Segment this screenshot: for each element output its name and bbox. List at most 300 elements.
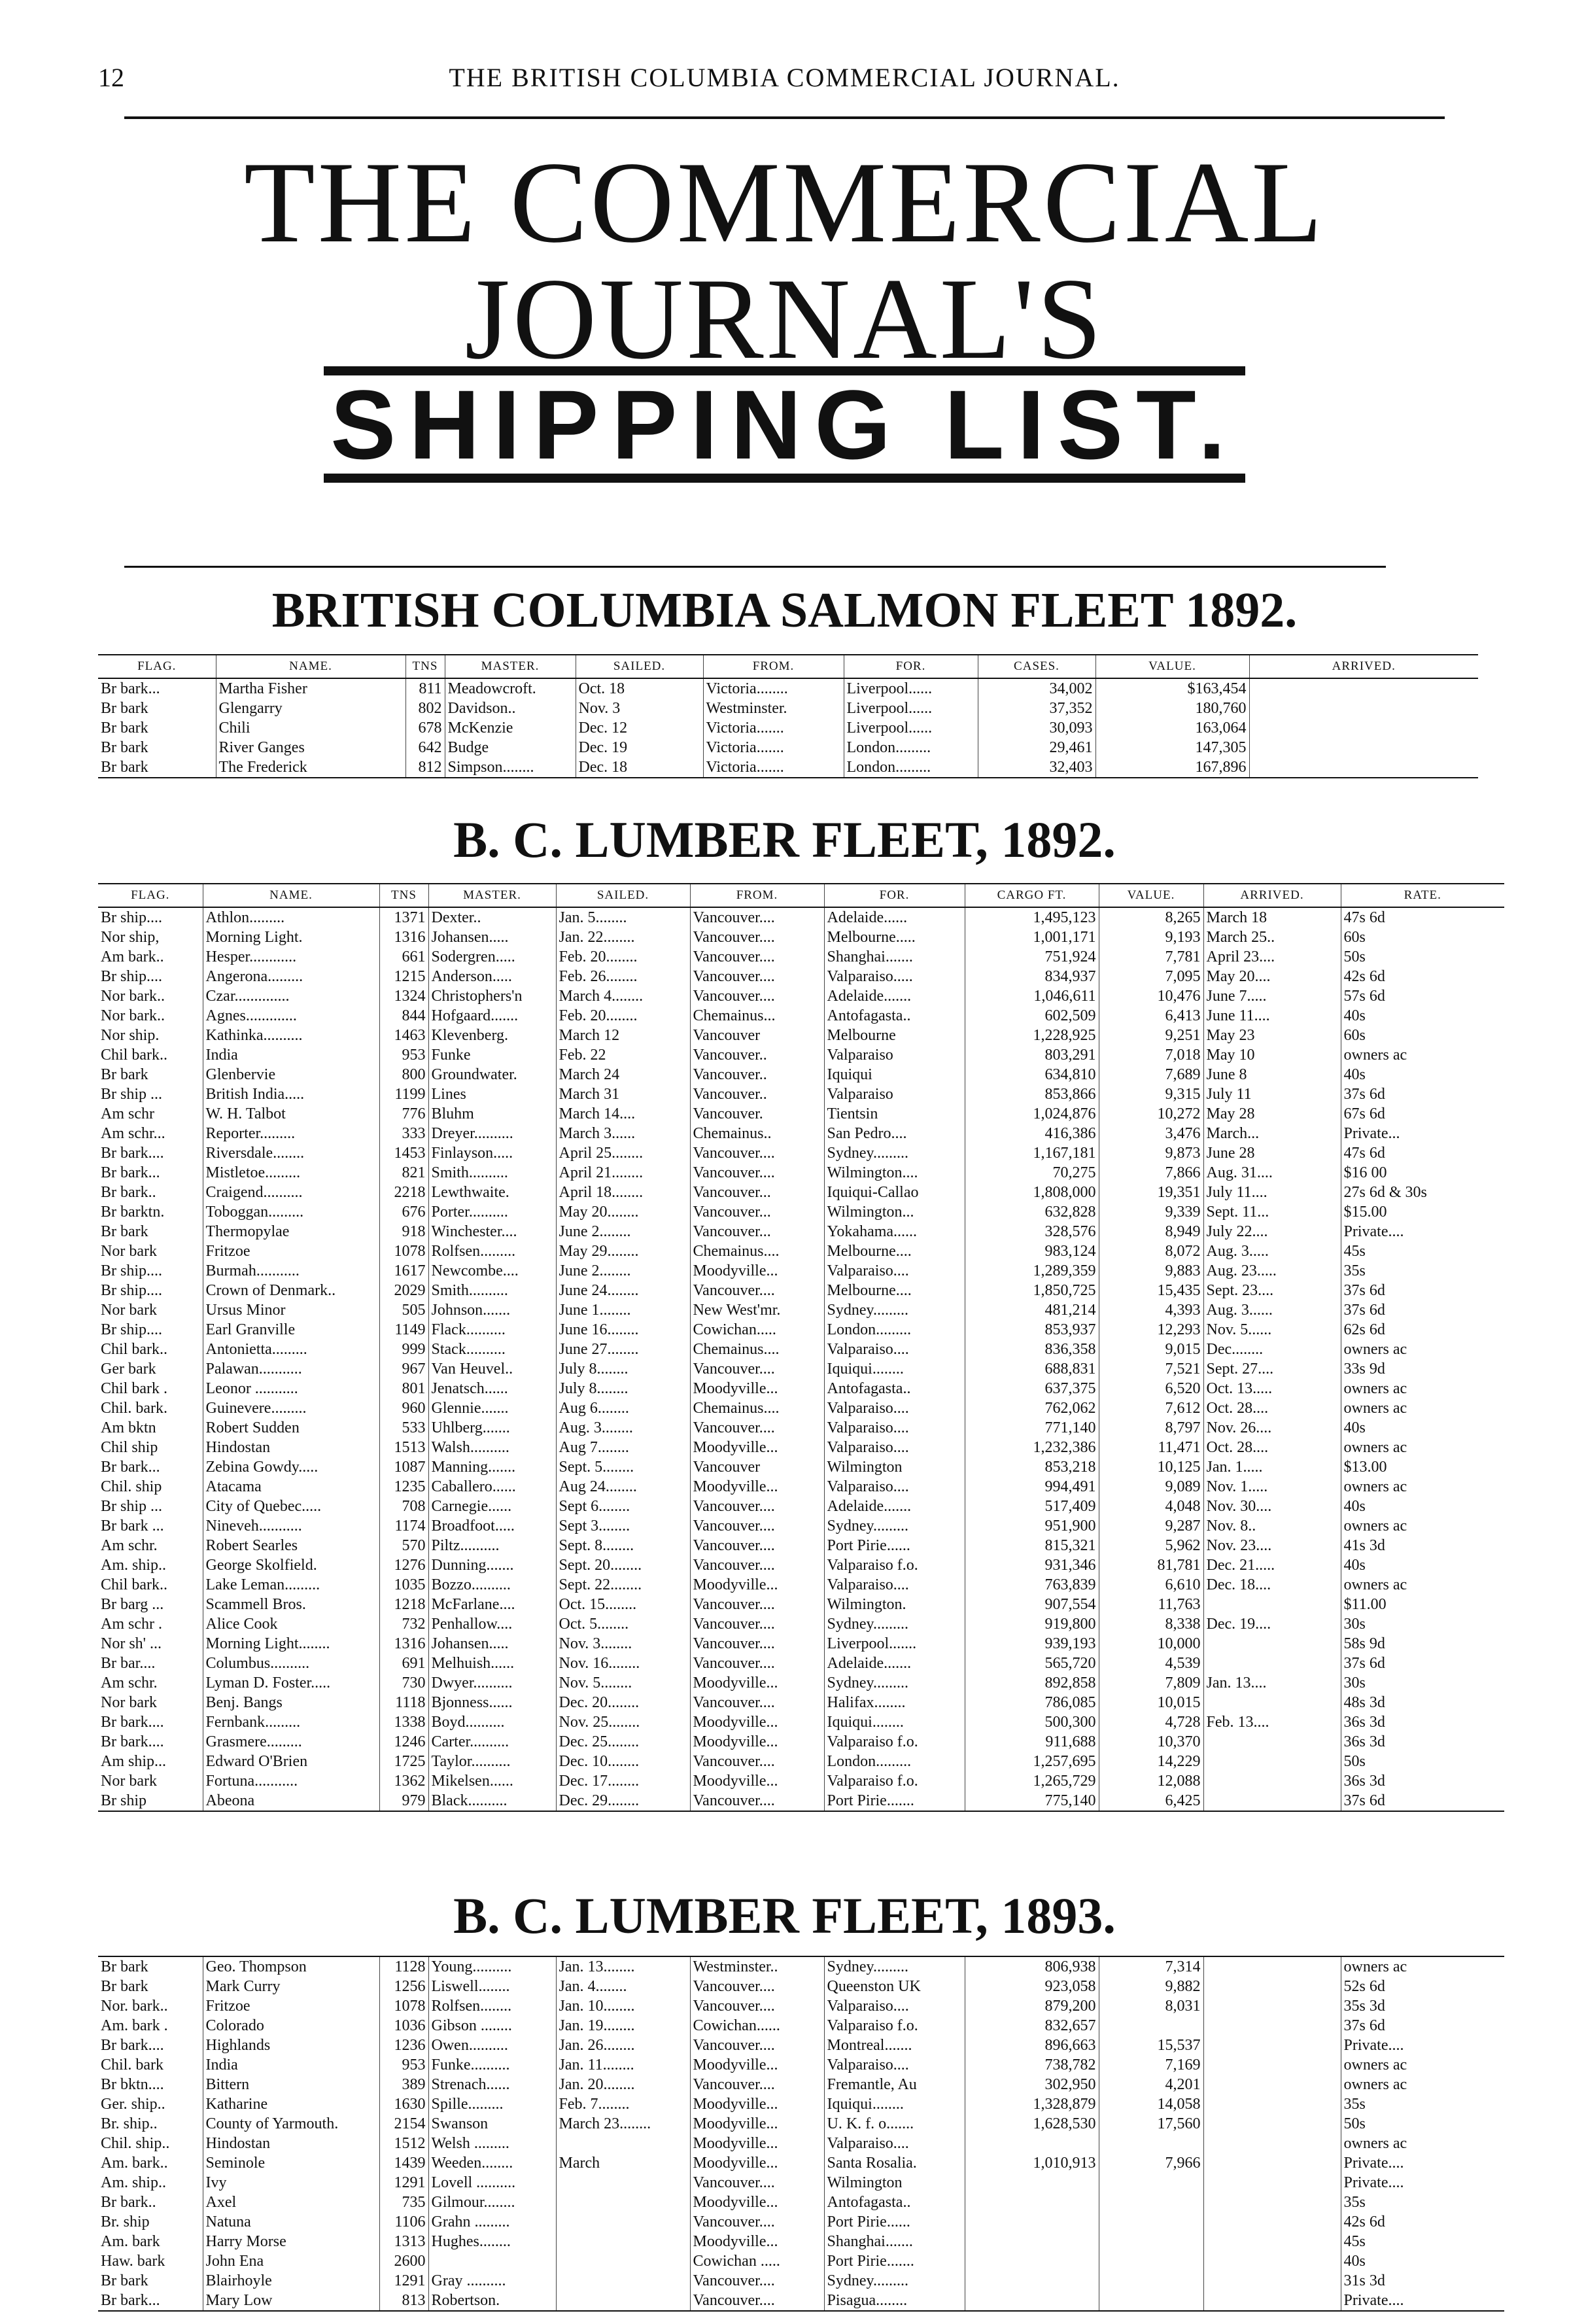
lumber-1892-cell-tons: 1035 bbox=[379, 1575, 428, 1595]
lumber-1893-cell-rate: owners ac bbox=[1341, 1956, 1504, 1977]
lumber-1892-cell-rate: $15.00 bbox=[1341, 1202, 1504, 1222]
lumber-1892-cell-sailed: May 20........ bbox=[556, 1202, 690, 1222]
lumber-1892-cell-rate: 67s 6d bbox=[1341, 1104, 1504, 1124]
lumber-1892-cell-rate: 36s 3d bbox=[1341, 1771, 1504, 1791]
lumber-1892-cell-rate: 37s 6d bbox=[1341, 1791, 1504, 1811]
lumber-1892-cell-arrived bbox=[1203, 1634, 1341, 1654]
lumber-1892-cell-for: Sydney......... bbox=[824, 1614, 965, 1634]
salmon-cell-master: Davidson.. bbox=[445, 699, 576, 718]
lumber-1893-cell-sailed bbox=[556, 2212, 690, 2232]
lumber-1892-cell-master: Glennie....... bbox=[428, 1398, 556, 1418]
lumber-1892-cell-value: 9,883 bbox=[1099, 1261, 1203, 1281]
shipping-list-title bbox=[0, 366, 1569, 483]
lumber-1892-cell-master: Manning....... bbox=[428, 1457, 556, 1477]
lumber-1893-cell-value bbox=[1099, 2232, 1203, 2251]
lumber-1892-cell-cargo: 803,291 bbox=[965, 1045, 1099, 1065]
lumber-1893-cell-sailed bbox=[556, 2291, 690, 2311]
lumber-1892-cell-cargo: 688,831 bbox=[965, 1359, 1099, 1379]
lumber-1893-cell-master: Young.......... bbox=[428, 1956, 556, 1977]
lumber-1893-cell-arrived bbox=[1203, 2016, 1341, 2036]
lumber-1892-cell-name: Toboggan......... bbox=[203, 1202, 379, 1222]
lumber-1892-cell-value: 8,338 bbox=[1099, 1614, 1203, 1634]
lumber-1893-cell-master: Robertson. bbox=[428, 2291, 556, 2311]
lumber-1892-cell-flag: Br bark.... bbox=[101, 1145, 164, 1162]
lumber-1892-cell-master: Lines bbox=[428, 1084, 556, 1104]
salmon-cell-arrived bbox=[1249, 738, 1478, 757]
lumber-1893-cell-from: Westminster.. bbox=[690, 1956, 824, 1977]
lumber-1892-cell-from: Vancouver.... bbox=[690, 1752, 824, 1771]
lumber-1892-cell-cargo: 1,257,695 bbox=[965, 1752, 1099, 1771]
lumber-1893-cell-flag: Br. ship bbox=[101, 2213, 150, 2230]
lumber-1893-cell-tons: 389 bbox=[379, 2075, 428, 2094]
lumber-1892-cell-tons: 1338 bbox=[379, 1712, 428, 1732]
lumber-1893-cell-sailed bbox=[556, 2134, 690, 2153]
lumber-1892-cell-name: Craigend.......... bbox=[203, 1183, 379, 1202]
lumber-1892-row bbox=[98, 1457, 1504, 1477]
lumber-1892-cell-sailed: April 25........ bbox=[556, 1143, 690, 1163]
salmon-cell-master: Simpson........ bbox=[445, 757, 576, 778]
lumber-1893-cell-arrived bbox=[1203, 2055, 1341, 2075]
lumber-1893-cell-value: 9,882 bbox=[1099, 1977, 1203, 1996]
lumber-1893-cell-flag: Br. ship.. bbox=[101, 2115, 158, 2132]
lumber-1892-cell-rate: 48s 3d bbox=[1341, 1693, 1504, 1712]
salmon-cell-from: Victoria....... bbox=[703, 718, 844, 738]
lumber-1892-cell-cargo: 786,085 bbox=[965, 1693, 1099, 1712]
lumber-1892-cell-sailed: May 29........ bbox=[556, 1241, 690, 1261]
salmon-header-cargo: CASES. bbox=[978, 655, 1095, 678]
lumber-1892-cell-from: Moodyville... bbox=[690, 1477, 824, 1497]
salmon-cell-sailed: Nov. 3 bbox=[576, 699, 703, 718]
lumber-1892-cell-value: 6,610 bbox=[1099, 1575, 1203, 1595]
lumber-1893-cell-arrived bbox=[1203, 2075, 1341, 2094]
lumber-1892-cell-for: Port Pirie...... bbox=[824, 1536, 965, 1555]
lumber-1892-cell-rate: $11.00 bbox=[1341, 1595, 1504, 1614]
lumber-1892-cell-sailed: Aug 7........ bbox=[556, 1438, 690, 1457]
lumber-1892-cell-value: 8,949 bbox=[1099, 1222, 1203, 1241]
salmon-cell-for: Liverpool...... bbox=[844, 718, 978, 738]
salmon-cell-name: Chili bbox=[216, 718, 405, 738]
lumber-1892-row bbox=[98, 1575, 1504, 1595]
lumber-1892-cell-value: 7,866 bbox=[1099, 1163, 1203, 1183]
lumber-1893-cell-value: 4,201 bbox=[1099, 2075, 1203, 2094]
lumber-1892-row bbox=[98, 1791, 1504, 1811]
lumber-1893-cell-value: 7,966 bbox=[1099, 2153, 1203, 2173]
salmon-cell-tons: 811 bbox=[405, 678, 445, 699]
lumber-1892-cell-sailed: Jan. 22........ bbox=[556, 928, 690, 947]
lumber-1893-cell-from: Vancouver.... bbox=[690, 2173, 824, 2193]
lumber-1892-cell-flag: Br ship.... bbox=[101, 909, 163, 926]
lumber-1892-row bbox=[98, 1300, 1504, 1320]
lumber-1892-cell-flag: Nor sh' ... bbox=[101, 1635, 162, 1652]
lumber-1892-row bbox=[98, 1006, 1504, 1026]
lumber-1893-cell-tons: 735 bbox=[379, 2193, 428, 2212]
lumber-1892-cell-for: Antofagasta.. bbox=[824, 1006, 965, 1026]
lumber-1892-cell-from: New West'mr. bbox=[690, 1300, 824, 1320]
lumber-1892-cell-tons: 1316 bbox=[379, 928, 428, 947]
lumber-1892-cell-flag: Chil bark.. bbox=[101, 1341, 167, 1358]
lumber-1892-cell-arrived: Nov. 26.... bbox=[1203, 1418, 1341, 1438]
lumber-1892-cell-arrived: Nov. 23.... bbox=[1203, 1536, 1341, 1555]
lumber-1892-row bbox=[98, 1241, 1504, 1261]
lumber-1893-cell-sailed bbox=[556, 2271, 690, 2291]
lumber-1892-cell-master: Bluhm bbox=[428, 1104, 556, 1124]
lumber-1892-row bbox=[98, 1614, 1504, 1634]
lumber-1892-heading: B. C. LUMBER FLEET, 1892. bbox=[453, 811, 1116, 868]
lumber-1892-cell-sailed: Aug 6........ bbox=[556, 1398, 690, 1418]
lumber-1893-row bbox=[98, 1956, 1504, 1977]
lumber-1892-cell-cargo: 815,321 bbox=[965, 1536, 1099, 1555]
lumber-1892-cell-from: Vancouver bbox=[690, 1026, 824, 1045]
lumber-1892-cell-cargo: 1,232,386 bbox=[965, 1438, 1099, 1457]
lumber-1892-cell-master: Uhlberg....... bbox=[428, 1418, 556, 1438]
lumber-1893-cell-master: Hughes........ bbox=[428, 2232, 556, 2251]
lumber-1892-cell-master: Porter.......... bbox=[428, 1202, 556, 1222]
lumber-1892-cell-master: Dwyer.......... bbox=[428, 1673, 556, 1693]
lumber-1892-cell-rate: 60s bbox=[1341, 928, 1504, 947]
lumber-1893-cell-arrived bbox=[1203, 2134, 1341, 2153]
lumber-1892-cell-master: Smith.......... bbox=[428, 1163, 556, 1183]
lumber-1893-cell-name: Natuna bbox=[203, 2212, 379, 2232]
lumber-1892-cell-for: Sydney......... bbox=[824, 1516, 965, 1536]
lumber-1893-cell-tons: 1256 bbox=[379, 1977, 428, 1996]
lumber-1892-cell-for: Valparaiso.... bbox=[824, 1477, 965, 1497]
lumber-1892-cell-tons: 1174 bbox=[379, 1516, 428, 1536]
lumber-1892-cell-cargo: 500,300 bbox=[965, 1712, 1099, 1732]
lumber-1892-cell-sailed: June 24........ bbox=[556, 1281, 690, 1300]
lumber-1892-cell-rate: owners ac bbox=[1341, 1379, 1504, 1398]
lumber-1893-cell-flag: Br bark.... bbox=[101, 2037, 164, 2054]
lumber-1892-cell-sailed: June 16........ bbox=[556, 1320, 690, 1340]
salmon-cell-value: 147,305 bbox=[1095, 738, 1249, 757]
lumber-1892-cell-value: 10,015 bbox=[1099, 1693, 1203, 1712]
lumber-1893-cell-value bbox=[1099, 2271, 1203, 2291]
lumber-1892-cell-arrived bbox=[1203, 1752, 1341, 1771]
lumber-1892-cell-for: Wilmington bbox=[824, 1457, 965, 1477]
salmon-cell-flag: Br bark bbox=[101, 700, 148, 717]
lumber-1892-cell-value: 4,393 bbox=[1099, 1300, 1203, 1320]
lumber-1892-cell-master: Mikelsen...... bbox=[428, 1771, 556, 1791]
lumber-1893-cell-rate: 52s 6d bbox=[1341, 1977, 1504, 1996]
lumber-1892-cell-for: Iquiqui-Callao bbox=[824, 1183, 965, 1202]
lumber-1892-cell-value: 6,425 bbox=[1099, 1791, 1203, 1811]
lumber-1893-cell-rate: Private.... bbox=[1341, 2153, 1504, 2173]
lumber-1893-cell-cargo bbox=[965, 2193, 1099, 2212]
lumber-1893-cell-arrived bbox=[1203, 2193, 1341, 2212]
lumber-1892-cell-for: Shanghai....... bbox=[824, 947, 965, 967]
salmon-cell-tons: 642 bbox=[405, 738, 445, 757]
lumber-1892-cell-from: Moodyville... bbox=[690, 1712, 824, 1732]
lumber-1892-cell-name: Fernbank......... bbox=[203, 1712, 379, 1732]
lumber-1892-row bbox=[98, 1712, 1504, 1732]
lumber-1892-cell-tons: 708 bbox=[379, 1497, 428, 1516]
lumber-1893-cell-name: Ivy bbox=[203, 2173, 379, 2193]
lumber-1892-cell-from: Vancouver.... bbox=[690, 1614, 824, 1634]
salmon-fleet-table bbox=[98, 654, 1478, 778]
lumber-1892-cell-sailed: July 8........ bbox=[556, 1359, 690, 1379]
lumber-1892-cell-for: Valparaiso..... bbox=[824, 967, 965, 986]
lumber-1893-cell-sailed: March bbox=[556, 2153, 690, 2173]
lumber-1892-cell-cargo: 1,289,359 bbox=[965, 1261, 1099, 1281]
lumber-1892-cell-flag: Nor bark.. bbox=[101, 1007, 165, 1024]
lumber-1892-cell-rate: owners ac bbox=[1341, 1516, 1504, 1536]
lumber-1892-cell-master: Van Heuvel.. bbox=[428, 1359, 556, 1379]
lumber-1893-cell-sailed: Feb. 7........ bbox=[556, 2094, 690, 2114]
lumber-1892-cell-cargo: 853,866 bbox=[965, 1084, 1099, 1104]
lumber-1892-cell-name: Alice Cook bbox=[203, 1614, 379, 1634]
lumber-1892-cell-flag: Nor bark bbox=[101, 1302, 157, 1319]
lumber-1892-cell-master: Bozzo.......... bbox=[428, 1575, 556, 1595]
lumber-1892-cell-flag: Br bark... bbox=[101, 1164, 160, 1181]
lumber-1892-cell-tons: 732 bbox=[379, 1614, 428, 1634]
running-title: THE BRITISH COLUMBIA COMMERCIAL JOURNAL. bbox=[449, 63, 1120, 92]
lumber-1892-cell-sailed: Sept 3........ bbox=[556, 1516, 690, 1536]
lumber-1892-cell-arrived: May 10 bbox=[1203, 1045, 1341, 1065]
lumber-1893-cell-flag: Br bark... bbox=[98, 2291, 203, 2311]
lumber-1892-cell-for: Melbourne.... bbox=[824, 1281, 965, 1300]
lumber-1892-cell-value: 81,781 bbox=[1099, 1555, 1203, 1575]
lumber-1892-cell-cargo: 1,046,611 bbox=[965, 986, 1099, 1006]
lumber-1893-cell-tons: 2154 bbox=[379, 2114, 428, 2134]
lumber-1892-cell-sailed: Feb. 20........ bbox=[556, 947, 690, 967]
lumber-1892-header-rate: RATE. bbox=[1341, 884, 1504, 907]
lumber-1893-cell-sailed bbox=[556, 2232, 690, 2251]
lumber-1893-cell-name: Geo. Thompson bbox=[203, 1956, 379, 1977]
lumber-1892-cell-cargo: 892,858 bbox=[965, 1673, 1099, 1693]
lumber-1892-cell-tons: 1371 bbox=[379, 907, 428, 928]
lumber-1893-cell-for: Pisagua........ bbox=[824, 2291, 965, 2311]
salmon-cell-cargo: 30,093 bbox=[978, 718, 1095, 738]
lumber-1892-cell-sailed: June 2........ bbox=[556, 1222, 690, 1241]
lumber-1893-cell-name: John Ena bbox=[203, 2251, 379, 2271]
lumber-1892-row bbox=[98, 1379, 1504, 1398]
lumber-1892-cell-from: Vancouver.... bbox=[690, 986, 824, 1006]
lumber-1892-cell-from: Vancouver.... bbox=[690, 907, 824, 928]
lumber-1893-cell-rate: 42s 6d bbox=[1341, 2212, 1504, 2232]
lumber-1893-cell-rate: owners ac bbox=[1341, 2055, 1504, 2075]
lumber-1892-cell-flag: Am. ship.. bbox=[101, 1557, 167, 1574]
lumber-1892-cell-flag: Br bark... bbox=[101, 1459, 160, 1476]
lumber-1893-cell-sailed bbox=[556, 2173, 690, 2193]
lumber-1892-cell-master: Smith.......... bbox=[428, 1281, 556, 1300]
lumber-1892-cell-tons: 1218 bbox=[379, 1595, 428, 1614]
lumber-1893-cell-cargo: 1,628,530 bbox=[965, 2114, 1099, 2134]
lumber-1892-cell-name: Kathinka.......... bbox=[203, 1026, 379, 1045]
lumber-1892-cell-sailed: March 3...... bbox=[556, 1124, 690, 1143]
lumber-1892-row bbox=[98, 1281, 1504, 1300]
header-rule bbox=[124, 116, 1445, 119]
lumber-1892-cell-from: Vancouver. bbox=[690, 1104, 824, 1124]
lumber-1892-cell-sailed: Nov. 16........ bbox=[556, 1654, 690, 1673]
lumber-1892-cell-cargo: 931,346 bbox=[965, 1555, 1099, 1575]
lumber-1892-cell-name: Reporter......... bbox=[203, 1124, 379, 1143]
lumber-1892-cell-cargo: 632,828 bbox=[965, 1202, 1099, 1222]
lumber-1892-cell-cargo: 994,491 bbox=[965, 1477, 1099, 1497]
lumber-1892-cell-tons: 1149 bbox=[379, 1320, 428, 1340]
lumber-1893-cell-tons: 1036 bbox=[379, 2016, 428, 2036]
lumber-1892-cell-sailed: Aug 24........ bbox=[556, 1477, 690, 1497]
lumber-1892-cell-name: British India..... bbox=[203, 1084, 379, 1104]
lumber-1892-cell-rate: 27s 6d & 30s bbox=[1341, 1183, 1504, 1202]
lumber-1892-cell-for: Iquiqui........ bbox=[824, 1359, 965, 1379]
lumber-1892-cell-flag: Br bark.... bbox=[101, 1714, 164, 1731]
lumber-1892-cell-rate: 50s bbox=[1341, 947, 1504, 967]
lumber-1892-cell-name: Fortuna........... bbox=[203, 1771, 379, 1791]
lumber-1892-row bbox=[98, 907, 1504, 928]
lumber-1892-cell-master: Carnegie...... bbox=[428, 1497, 556, 1516]
lumber-1893-row bbox=[98, 2036, 1504, 2055]
lumber-1892-cell-cargo: 602,509 bbox=[965, 1006, 1099, 1026]
lumber-1892-cell-tons: 661 bbox=[379, 947, 428, 967]
lumber-1892-cell-master: Flack.......... bbox=[428, 1320, 556, 1340]
lumber-1893-cell-value bbox=[1099, 2291, 1203, 2311]
lumber-1892-cell-master: Funke bbox=[428, 1045, 556, 1065]
lumber-1893-cell-rate: 35s bbox=[1341, 2094, 1504, 2114]
lumber-1892-cell-name: Lake Leman......... bbox=[203, 1575, 379, 1595]
salmon-cell-tons: 802 bbox=[405, 699, 445, 718]
lumber-1892-cell-flag: Br bark bbox=[101, 1223, 148, 1240]
lumber-1893-cell-tons: 1313 bbox=[379, 2232, 428, 2251]
lumber-1892-cell-rate: 47s 6d bbox=[1341, 907, 1504, 928]
salmon-cell-master: Budge bbox=[445, 738, 576, 757]
lumber-1892-cell-value: 19,351 bbox=[1099, 1183, 1203, 1202]
lumber-1892-cell-tons: 333 bbox=[379, 1124, 428, 1143]
lumber-1892-cell-from: Moodyville... bbox=[690, 1379, 824, 1398]
lumber-1892-cell-from: Vancouver bbox=[690, 1457, 824, 1477]
lumber-1893-row bbox=[98, 2271, 1504, 2291]
lumber-1892-cell-sailed: April 18........ bbox=[556, 1183, 690, 1202]
salmon-cell-tons: 678 bbox=[405, 718, 445, 738]
lumber-1893-cell-arrived bbox=[1203, 2094, 1341, 2114]
lumber-1893-row bbox=[98, 2114, 1504, 2134]
lumber-1892-cell-cargo: 1,228,925 bbox=[965, 1026, 1099, 1045]
lumber-1893-cell-tons: 813 bbox=[379, 2291, 428, 2311]
lumber-1893-cell-value bbox=[1099, 2173, 1203, 2193]
lumber-1892-cell-flag: Nor ship. bbox=[101, 1027, 160, 1044]
lumber-1892-row bbox=[98, 1222, 1504, 1241]
salmon-cell-for: Liverpool...... bbox=[844, 678, 978, 699]
lumber-1892-cell-arrived bbox=[1203, 1791, 1341, 1811]
lumber-1892-cell-rate: 36s 3d bbox=[1341, 1732, 1504, 1752]
lumber-1892-header-value: VALUE. bbox=[1099, 884, 1203, 907]
lumber-1892-cell-rate: 33s 9d bbox=[1341, 1359, 1504, 1379]
lumber-1892-cell-flag: Chil bark . bbox=[101, 1380, 167, 1397]
lumber-1892-cell-tons: 676 bbox=[379, 1202, 428, 1222]
lumber-1892-cell-rate: 37s 6d bbox=[1341, 1300, 1504, 1320]
lumber-1892-cell-name: Zebina Gowdy..... bbox=[203, 1457, 379, 1477]
lumber-1892-cell-from: Cowichan..... bbox=[690, 1320, 824, 1340]
lumber-1892-header-flag: FLAG. bbox=[98, 884, 203, 907]
lumber-1893-cell-for: Sydney......... bbox=[824, 2271, 965, 2291]
lumber-1893-cell-from: Vancouver.... bbox=[690, 2075, 824, 2094]
lumber-1892-cell-arrived: Dec. 19.... bbox=[1203, 1614, 1341, 1634]
lumber-1893-cell-arrived bbox=[1203, 2114, 1341, 2134]
lumber-1892-cell-tons: 1235 bbox=[379, 1477, 428, 1497]
lumber-1893-cell-from: Moodyville... bbox=[690, 2094, 824, 2114]
lumber-1892-cell-value: 7,689 bbox=[1099, 1065, 1203, 1084]
lumber-1892-header-tons: TNS bbox=[379, 884, 428, 907]
lumber-1893-cell-for: Montreal....... bbox=[824, 2036, 965, 2055]
lumber-1892-cell-tons: 844 bbox=[379, 1006, 428, 1026]
lumber-1892-cell-value: 8,797 bbox=[1099, 1418, 1203, 1438]
lumber-1892-row bbox=[98, 928, 1504, 947]
lumber-1892-header-for: FOR. bbox=[824, 884, 965, 907]
lumber-1893-cell-master: Gray .......... bbox=[428, 2271, 556, 2291]
lumber-1892-cell-master: Black.......... bbox=[428, 1791, 556, 1811]
lumber-1892-cell-value: 9,015 bbox=[1099, 1340, 1203, 1359]
lumber-1892-cell-for: Wilmington.... bbox=[824, 1163, 965, 1183]
lumber-1893-cell-sailed: Jan. 13........ bbox=[556, 1956, 690, 1977]
lumber-1892-cell-value: 7,612 bbox=[1099, 1398, 1203, 1418]
lumber-1892-cell-sailed: Sept. 20........ bbox=[556, 1555, 690, 1575]
lumber-1892-cell-for: London......... bbox=[824, 1752, 965, 1771]
lumber-1892-row bbox=[98, 986, 1504, 1006]
lumber-1893-cell-from: Cowichan...... bbox=[690, 2016, 824, 2036]
lumber-1893-cell-for: U. K. f. o....... bbox=[824, 2114, 965, 2134]
lumber-1892-cell-flag: Am schr. bbox=[101, 1674, 158, 1691]
lumber-1892-row bbox=[98, 1693, 1504, 1712]
lumber-1892-cell-tons: 1362 bbox=[379, 1771, 428, 1791]
lumber-1893-cell-master bbox=[428, 2251, 556, 2271]
lumber-1892-cell-arrived: Dec........ bbox=[1203, 1340, 1341, 1359]
salmon-cell-arrived bbox=[1249, 718, 1478, 738]
lumber-1892-cell-from: Vancouver.... bbox=[690, 1143, 824, 1163]
lumber-1892-cell-value: 9,089 bbox=[1099, 1477, 1203, 1497]
lumber-1892-cell-name: Morning Light........ bbox=[203, 1634, 379, 1654]
journal-title: THE COMMERCIAL JOURNAL'S bbox=[243, 137, 1326, 383]
lumber-1892-cell-rate: $13.00 bbox=[1341, 1457, 1504, 1477]
lumber-1892-cell-value: 9,339 bbox=[1099, 1202, 1203, 1222]
lumber-1893-cell-value: 7,169 bbox=[1099, 2055, 1203, 2075]
lumber-1893-cell-name: Blairhoyle bbox=[203, 2271, 379, 2291]
lumber-1892-cell-cargo: 1,024,876 bbox=[965, 1104, 1099, 1124]
lumber-1893-row bbox=[98, 2193, 1504, 2212]
lumber-1892-cell-master: Sodergren..... bbox=[428, 947, 556, 967]
lumber-1892-cell-rate: owners ac bbox=[1341, 1477, 1504, 1497]
lumber-1893-cell-cargo: 806,938 bbox=[965, 1956, 1099, 1977]
lumber-1892-row bbox=[98, 1497, 1504, 1516]
lumber-1892-cell-name: Crown of Denmark.. bbox=[203, 1281, 379, 1300]
salmon-cell-sailed: Dec. 18 bbox=[576, 757, 703, 778]
lumber-1892-cell-sailed: March 31 bbox=[556, 1084, 690, 1104]
lumber-1893-cell-from: Moodyville... bbox=[690, 2153, 824, 2173]
lumber-1892-cell-from: Vancouver.... bbox=[690, 1693, 824, 1712]
lumber-1892-cell-name: City of Quebec..... bbox=[203, 1497, 379, 1516]
lumber-1893-cell-tons: 1106 bbox=[379, 2212, 428, 2232]
lumber-1892-cell-for: London......... bbox=[824, 1320, 965, 1340]
lumber-1893-cell-flag: Am. bark . bbox=[101, 2017, 168, 2034]
lumber-1893-cell-from: Moodyville... bbox=[690, 2134, 824, 2153]
lumber-1892-row bbox=[98, 1359, 1504, 1379]
lumber-1892-cell-arrived: March... bbox=[1203, 1124, 1341, 1143]
lumber-1893-cell-sailed: Jan. 11........ bbox=[556, 2055, 690, 2075]
lumber-1893-cell-name: Fritzoe bbox=[203, 1996, 379, 2016]
lumber-1892-cell-value: 7,018 bbox=[1099, 1045, 1203, 1065]
lumber-1892-cell-tons: 918 bbox=[379, 1222, 428, 1241]
lumber-1892-cell-arrived: March 25.. bbox=[1203, 928, 1341, 947]
lumber-1892-cell-value: 3,476 bbox=[1099, 1124, 1203, 1143]
lumber-1892-cell-flag: Br ship bbox=[98, 1791, 203, 1811]
lumber-1892-cell-name: Guinevere......... bbox=[203, 1398, 379, 1418]
lumber-1892-cell-rate: 60s bbox=[1341, 1026, 1504, 1045]
lumber-1892-cell-flag: Nor bark bbox=[101, 1773, 157, 1790]
lumber-1893-cell-flag: Br bark bbox=[101, 2272, 148, 2289]
lumber-1892-cell-sailed: March 12 bbox=[556, 1026, 690, 1045]
lumber-1892-cell-sailed: Oct. 15........ bbox=[556, 1595, 690, 1614]
lumber-1893-cell-from: Vancouver.... bbox=[690, 2036, 824, 2055]
lumber-1893-cell-flag: Chil. bark bbox=[101, 2056, 164, 2073]
lumber-1892-cell-name: Mistletoe......... bbox=[203, 1163, 379, 1183]
lumber-1893-cell-tons: 1128 bbox=[379, 1956, 428, 1977]
